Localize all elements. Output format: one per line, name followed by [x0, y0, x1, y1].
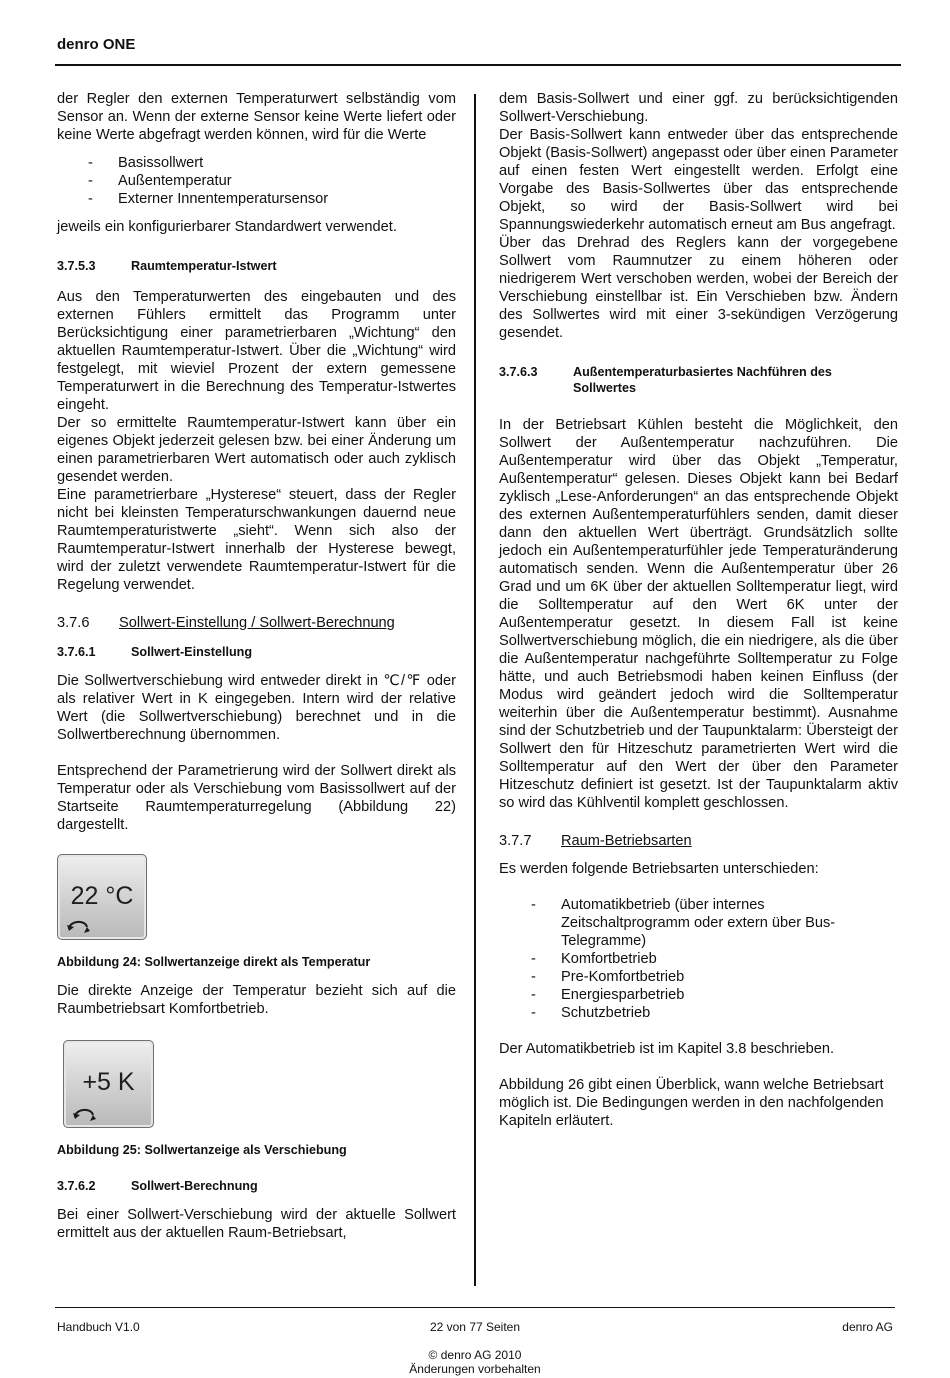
- section-heading-3-7-5-3: [57, 258, 456, 274]
- copyright-text: © denro AG 2010: [428, 1348, 522, 1362]
- section-heading-3-7-6-3: [499, 364, 898, 396]
- rotate-icon: [71, 1103, 97, 1123]
- paragraph: dem Basis-Sollwert und einer ggf. zu berücksichtigenden Sollwert-Verschiebung.: [499, 91, 898, 125]
- list-item: - Energiesparbetrieb: [499, 986, 898, 1004]
- section-heading-3-7-6: [57, 614, 456, 632]
- list-item: - Komfortbetrieb: [499, 950, 898, 968]
- right-column: [499, 90, 898, 1130]
- figure-caption: Abbildung 24: Sollwertanzeige direkt als Temperatur: [57, 955, 371, 969]
- paragraph: Der so ermittelte Raumtemperatur-Istwert kann über ein eigenes Objekt jederzeit gelesen bzw. bei einer Änderung um einen parametrierbaren Wert automatisch oder auch zyklisch gesendet werden.: [57, 415, 456, 485]
- change-notice: Änderungen vorbehalten: [409, 1362, 541, 1376]
- footer-version: Handbuch V1.0: [57, 1320, 140, 1334]
- section-title: Sollwert-Berechnung: [131, 1179, 258, 1193]
- section-number: 3.7.6.3: [499, 365, 538, 379]
- document-header-title: denro ONE: [57, 36, 136, 53]
- section-number: 3.7.6: [57, 615, 90, 631]
- figure-caption: Abbildung 25: Sollwertanzeige als Verschiebung: [57, 1143, 347, 1157]
- paragraph: Abbildung 26 gibt einen Überblick, wann welche Betriebsart möglich ist. Die Bedingungen werden in den nachfolgenden Kapiteln erläutert.: [499, 1077, 884, 1129]
- setpoint-temperature-tile: [57, 854, 147, 940]
- paragraph: jeweils ein konfigurierbarer Standardwert verwendet.: [57, 219, 397, 235]
- left-column: [57, 90, 456, 1242]
- section-number: 3.7.6.1: [57, 645, 96, 659]
- header-rule: [55, 64, 901, 66]
- fallback-values-list: [57, 154, 456, 208]
- column-divider: [474, 94, 476, 1286]
- paragraph: Über das Drehrad des Reglers kann der vorgegebene Sollwert vom Raumnutzer zu einem höheren oder niedrigerem Wert verschoben werden, wobei der Bereich der Verschiebung einstellbar ist. Ein Verschieben bzw. Ändern des Sollwertes wird mit einer 3-sekündigen Verzögerung gesendet.: [499, 235, 898, 341]
- section-number: 3.7.7: [499, 833, 532, 849]
- offset-value: +5 K: [82, 1068, 135, 1096]
- paragraph: Der Basis-Sollwert kann entweder über das entsprechende Objekt (Basis-Sollwert) angepasst oder über einen Parameter auf einen festen Wert eingestellt werden. Erfolgt eine Vorgabe des Basis-Sollwertes über das entsprechende Objekt, so wird der Basis-Sollwert wird bei Spannungswiederkehr automatisch erneut am Bus angefragt.: [499, 127, 898, 233]
- list-item: - Automatikbetrieb (über internes Zeitschaltprogramm oder extern über Bus-Telegramme): [499, 896, 898, 950]
- list-item: - Basissollwert: [57, 154, 456, 172]
- paragraph: der Regler den externen Temperaturwert selbständig vom Sensor an. Wenn der externe Sensor keine Werte liefert oder keine Werte abgefragt werden können, wird für die Werte: [57, 91, 456, 143]
- paragraph: Die Sollwertverschiebung wird entweder direkt in ℃/℉ oder als relativer Wert in K eingegeben. Intern wird der relative Wert (die Sollwertverschiebung) berechnet und in die Sollwertberechnung übernommen.: [57, 673, 456, 743]
- setpoint-value: 22 °C: [70, 882, 134, 910]
- footer-rule: [55, 1307, 895, 1308]
- list-item: - Pre-Komfortbetrieb: [499, 968, 898, 986]
- list-item: - Außentemperatur: [57, 172, 456, 190]
- section-title: Außentemperaturbasiertes Nachführen des Sollwertes: [573, 365, 832, 395]
- section-number: 3.7.6.2: [57, 1179, 96, 1193]
- paragraph: Die direkte Anzeige der Temperatur bezieht sich auf die Raumbetriebsart Komfortbetrieb.: [57, 983, 456, 1017]
- section-title: Raumtemperatur-Istwert: [131, 259, 277, 273]
- section-title: Sollwert-Einstellung / Sollwert-Berechnung: [119, 615, 395, 631]
- list-item: - Externer Innentemperatursensor: [57, 190, 456, 208]
- section-number: 3.7.5.3: [57, 259, 96, 273]
- section-heading-3-7-6-1: [57, 644, 456, 660]
- footer-company: denro AG: [842, 1320, 893, 1334]
- operating-modes-list: [499, 896, 898, 1022]
- paragraph: Der Automatikbetrieb ist im Kapitel 3.8 beschrieben.: [499, 1041, 835, 1057]
- section-title: Raum-Betriebsarten: [561, 833, 692, 849]
- section-heading-3-7-7: [499, 832, 898, 850]
- setpoint-offset-tile: [63, 1040, 154, 1128]
- paragraph: Aus den Temperaturwerten des eingebauten und des externen Fühlers ermittelt das Programm unter Berücksichtigung einer parametrierbaren „Wichtung“ den aktuellen Raumtemperatur-Istwert. Über die „Wichtung“ wird festgelegt, mit wieviel Prozent der extern gemessene Temperaturwert in die Berechnung des Temperatur-Istwertes eingeht.: [57, 289, 456, 413]
- list-item: - Schutzbetrieb: [499, 1004, 898, 1022]
- section-heading-3-7-6-2: [57, 1178, 456, 1194]
- rotate-icon: [65, 915, 91, 935]
- paragraph: Eine parametrierbare „Hysterese“ steuert, dass der Regler nicht bei kleinsten Temperaturschwankungen dauernd neue Raumtemperaturistwerte „sieht“. Wenn sich also der Raumtemperatur-Istwert innerhalb der Hysterese bewegt, wird der zuletzt verwendete Raumtemperatur-Istwert für die Regelung verwendet.: [57, 487, 456, 593]
- footer-page-number: 22 von 77 Seiten: [429, 1320, 521, 1334]
- paragraph: Entsprechend der Parametrierung wird der Sollwert direkt als Temperatur oder als Verschiebung vom Basissollwert auf der Startseite Raumtemperaturregelung (Abbildung 22) dargestellt.: [57, 763, 456, 833]
- paragraph: In der Betriebsart Kühlen besteht die Möglichkeit, den Sollwert der Außentemperatur nachzuführen. Die Außentemperatur wird über das Objekt „Temperatur, Außentemperatur“ gelesen. Dieses Objekt kann bei Bedarf zyklisch „Lese-Anforderungen“ an das entsprechende Objekt des externen Außentemperaturfühlers senden, damit dieser dann den aktuellen Wert überträgt. Grundsätzlich sollte jedoch ein Außentemperaturfühler jede Temperaturänderung automatisch senden. Wenn die Außentemperatur über 26 Grad und um 6K über der aktuellen Solltemperatur liegt, wird die Solltemperatur auf den Wert 6K unter der Außentemperatur gesetzt. In diesem Fall ist keine Sollwertverschiebung möglich, die ein niedrigere, als die über die Außentemperatur nachgeführte Solltemperatur zu Folge hätte, und auch Betriebsmodi haben keinen Einfluss (der Modus wird geändert jedoch wird die Solltemperatur weiterhin über die Außentemperatur bestimmt). Ausnahme sind der Schutzbetrieb und der Taupunktalarm: Übersteigt der Sollwert den für Hitzeschutz parametrierten Wert wird die Solltemperatur auf den Wert der über den Parameter Hitzeschutz definiert ist gesetzt. Ist der Taupunktalarm aktiv so wird das Kühlventil komplett geschlossen.: [499, 417, 898, 811]
- paragraph: Bei einer Sollwert-Verschiebung wird der aktuelle Sollwert ermittelt aus der aktuellen Raum-Betriebsart,: [57, 1207, 456, 1241]
- section-title: Sollwert-Einstellung: [131, 645, 253, 659]
- footer-copyright-block: [0, 1348, 950, 1376]
- paragraph: Es werden folgende Betriebsarten unterschieden:: [499, 861, 819, 877]
